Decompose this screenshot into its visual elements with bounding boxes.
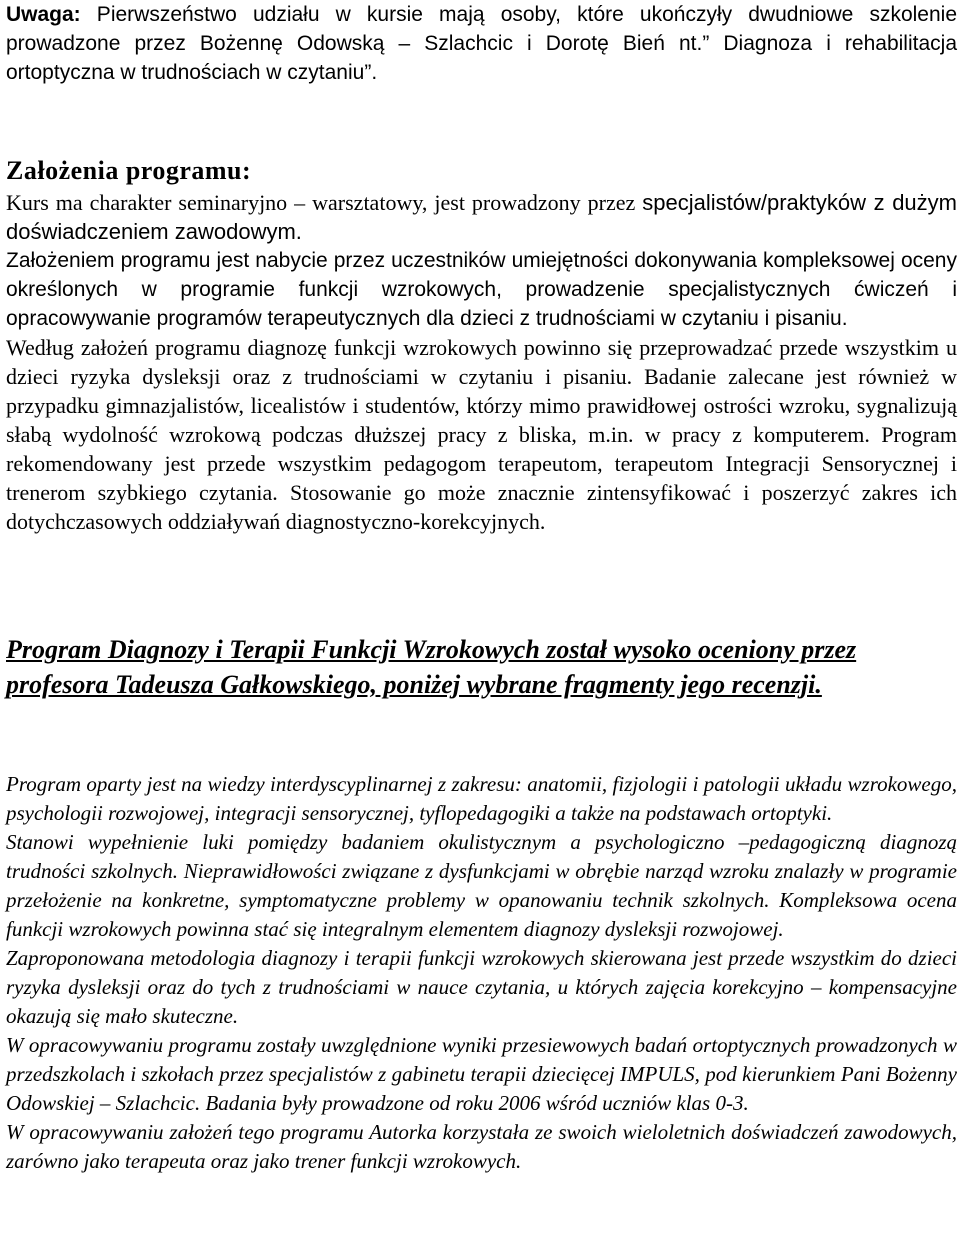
course-specialists-text: specjalistów/praktyków z dużym doświadczeniem zawodowym. xyxy=(6,190,957,244)
program-diagnosis-paragraph: Według założeń programu diagnozę funkcji wzrokowych powinno się przeprowadzać przede wszystkim u dzieci ryzyka dysleksji oraz z trudnościami w czytaniu i pisaniu. Badanie zalecane jest również w przypadku gimnazjalistów, licealistów i studentów, którzy mimo prawidłowej ostrości wzroku, sygnalizują słabą wydolność wzrokową podczas dłuższej pracy z bliska, m.in. w pracy z komputerem. Program rekomendowany jest przede wszystkim pedagogom terapeutom, terapeutom Integracji Sensorycznej i trenerom szybkiego czytania. Stosowanie go może znacznie zintensyfikować i poszerzyć zakres ich dotychczasowych oddziaływań diagnostyczno-korekcyjnych. xyxy=(6,335,957,534)
notice-label: Uwaga: xyxy=(6,3,81,26)
review-paragraph: Program oparty jest na wiedzy interdyscyplinarnej z zakresu: anatomii, fizjologii i patologii układu wzrokowego, psychologii rozwojowej, integracji sensorycznej, tyflopedagogiki a także na podstawach ortoptyki. xyxy=(6,772,957,825)
review-paragraph: W opracowywaniu założeń tego programu Autorka korzystała ze swoich wieloletnich doświadczeń zawodowych, zarówno jako terapeuta oraz jako trener funkcji wzrokowych. xyxy=(6,1120,957,1173)
course-character-paragraph xyxy=(6,188,957,246)
review-body xyxy=(6,770,957,1176)
review-paragraph: Zaproponowana metodologia diagnozy i terapii funkcji wzrokowych skierowana jest przede wszystkim do dzieci ryzyka dysleksji oraz do tych z trudnościami w nauce czytania, u których zajęcia korekcyjno – kompensacyjne okazują się mało skuteczne. xyxy=(6,946,957,1028)
notice-text: Pierwszeństwo udziału w kursie mają osoby, które ukończyły dwudniowe szkolenie prowadzone przez Bożennę Odowską – Szlachcic i Dorotę Bień nt.” Diagnoza i rehabilitacja ortoptyczna w trudnościach w czytaniu”. xyxy=(6,3,957,84)
program-assumptions-body xyxy=(6,188,957,536)
program-assumptions-heading: Założenia programu: xyxy=(6,156,252,185)
review-paragraph: Stanowi wypełnienie luki pomiędzy badaniem okulistycznym a psychologiczno –pedagogiczną diagnozą trudności szkolnych. Nieprawidłowości związane z dysfunkcjami w obrębie narząd wzroku znalazły w programie przełożenie na konkretne, symptomatyczne problemy w opanowaniu technik szkolnych. Kompleksowa ocena funkcji wzrokowych powinna stać się integralnym elementem diagnozy dysleksji rozwojowej. xyxy=(6,830,957,941)
course-character-text: Kurs ma charakter seminaryjno – warsztatowy, jest prowadzony przez xyxy=(6,190,643,215)
program-goal-paragraph: Założeniem programu jest nabycie przez uczestników umiejętności dokonywania kompleksowej oceny określonych w programie funkcji wzrokowych, prowadzenie specjalistycznych ćwiczeń i opracowywanie programów terapeutycznych dla dzieci z trudnościami w czytaniu i pisaniu. xyxy=(6,249,957,330)
review-paragraph: W opracowywaniu programu zostały uwzględnione wyniki przesiewowych badań ortoptycznych prowadzonych w przedszkolach i szkołach przez specjalistów z gabinetu terapii dziecięcej IMPULS, pod kierunkiem Pani Bożenny Odowskiej – Szlachcic. Badania były prowadzone od roku 2006 wśród uczniów klas 0-3. xyxy=(6,1033,957,1115)
review-heading: Program Diagnozy i Terapii Funkcji Wzrokowych został wysoko oceniony przez profesora Tadeusza Gałkowskiego, poniżej wybrane fragmenty jego recenzji. xyxy=(6,635,857,699)
notice-paragraph xyxy=(6,0,957,87)
